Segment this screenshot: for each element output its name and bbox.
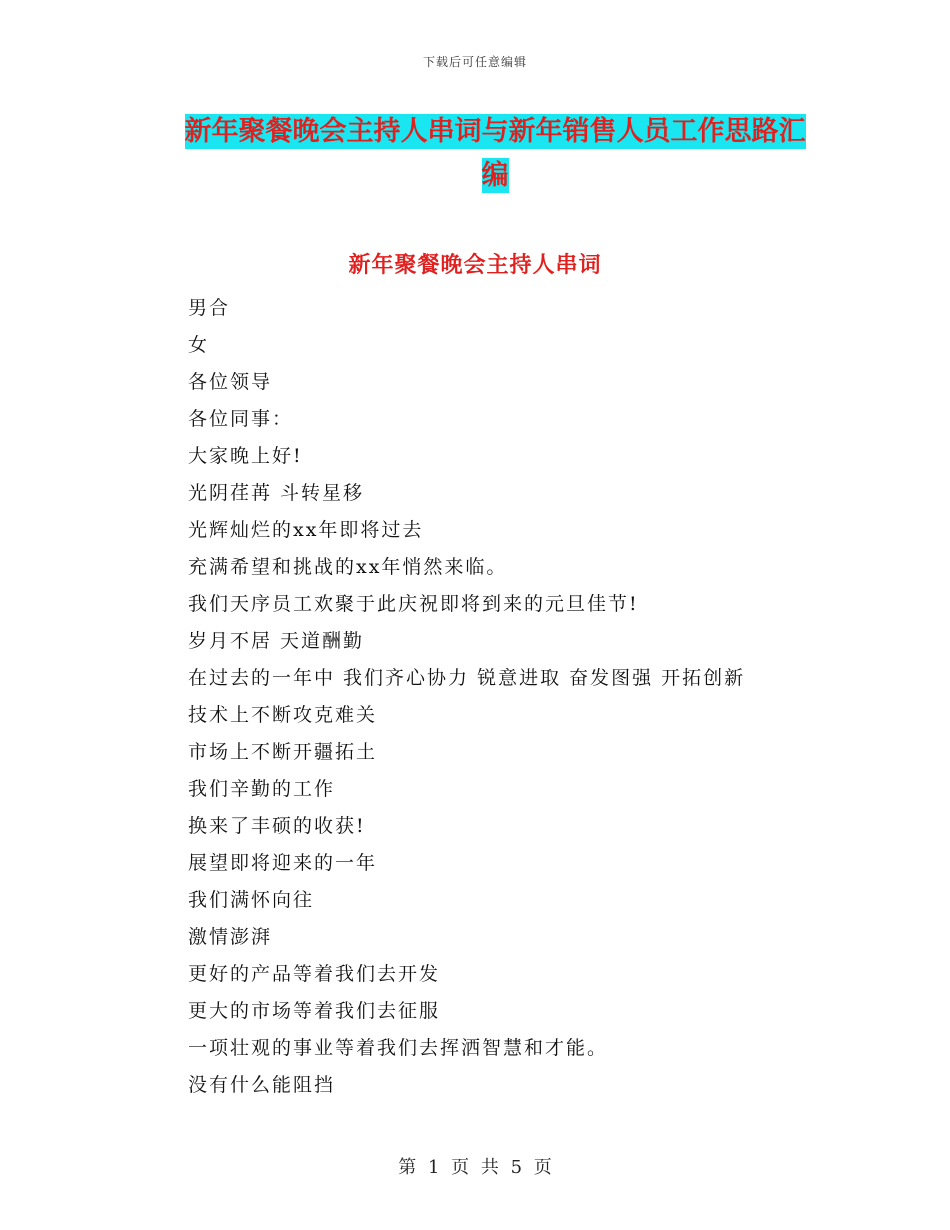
script-line: 大家晚上好! (188, 445, 303, 467)
script-line: 激情澎湃 (188, 926, 273, 948)
script-body (188, 290, 828, 1104)
script-line: 换来了丰硕的收获! (188, 815, 366, 837)
page-footer: 第 1 页 共 5 页 (398, 1157, 552, 1178)
script-line: 各位领导 (188, 371, 273, 393)
script-line: 女 (188, 334, 210, 356)
script-line: 更大的市场等着我们去征服 (188, 1000, 441, 1022)
script-line: 男合 (188, 297, 231, 319)
script-line: 市场上不断开疆拓土 (188, 741, 378, 763)
script-line: 没有什么能阻挡 (188, 1074, 336, 1096)
script-line: 岁月不居 天道酬勤 (188, 630, 365, 652)
script-line: 光阴荏苒 斗转星移 (188, 482, 365, 504)
script-line: 充满希望和挑战的xx年悄然来临。 (188, 556, 508, 578)
document-title-text: 新年聚餐晚会主持人串词与新年销售人员工作思路汇编 (184, 116, 806, 191)
document-title (175, 110, 815, 198)
page-header-note: 下载后可任意编辑 (422, 55, 527, 69)
script-line: 在过去的一年中 我们齐心协力 锐意进取 奋发图强 开拓创新 (188, 667, 746, 689)
script-line: 更好的产品等着我们去开发 (188, 963, 441, 985)
script-line: 展望即将迎来的一年 (188, 852, 378, 874)
script-line: 技术上不断攻克难关 (188, 704, 378, 726)
script-line: 一项壮观的事业等着我们去挥洒智慧和才能。 (188, 1037, 609, 1059)
script-line: 我们满怀向往 (188, 889, 315, 911)
section-title: 新年聚餐晚会主持人串词 (348, 252, 602, 278)
script-line: 我们天序员工欢聚于此庆祝即将到来的元旦佳节! (188, 593, 639, 615)
script-line: 光辉灿烂的xx年即将过去 (188, 519, 424, 541)
script-line: 各位同事： (188, 408, 294, 430)
script-line: 我们辛勤的工作 (188, 778, 336, 800)
